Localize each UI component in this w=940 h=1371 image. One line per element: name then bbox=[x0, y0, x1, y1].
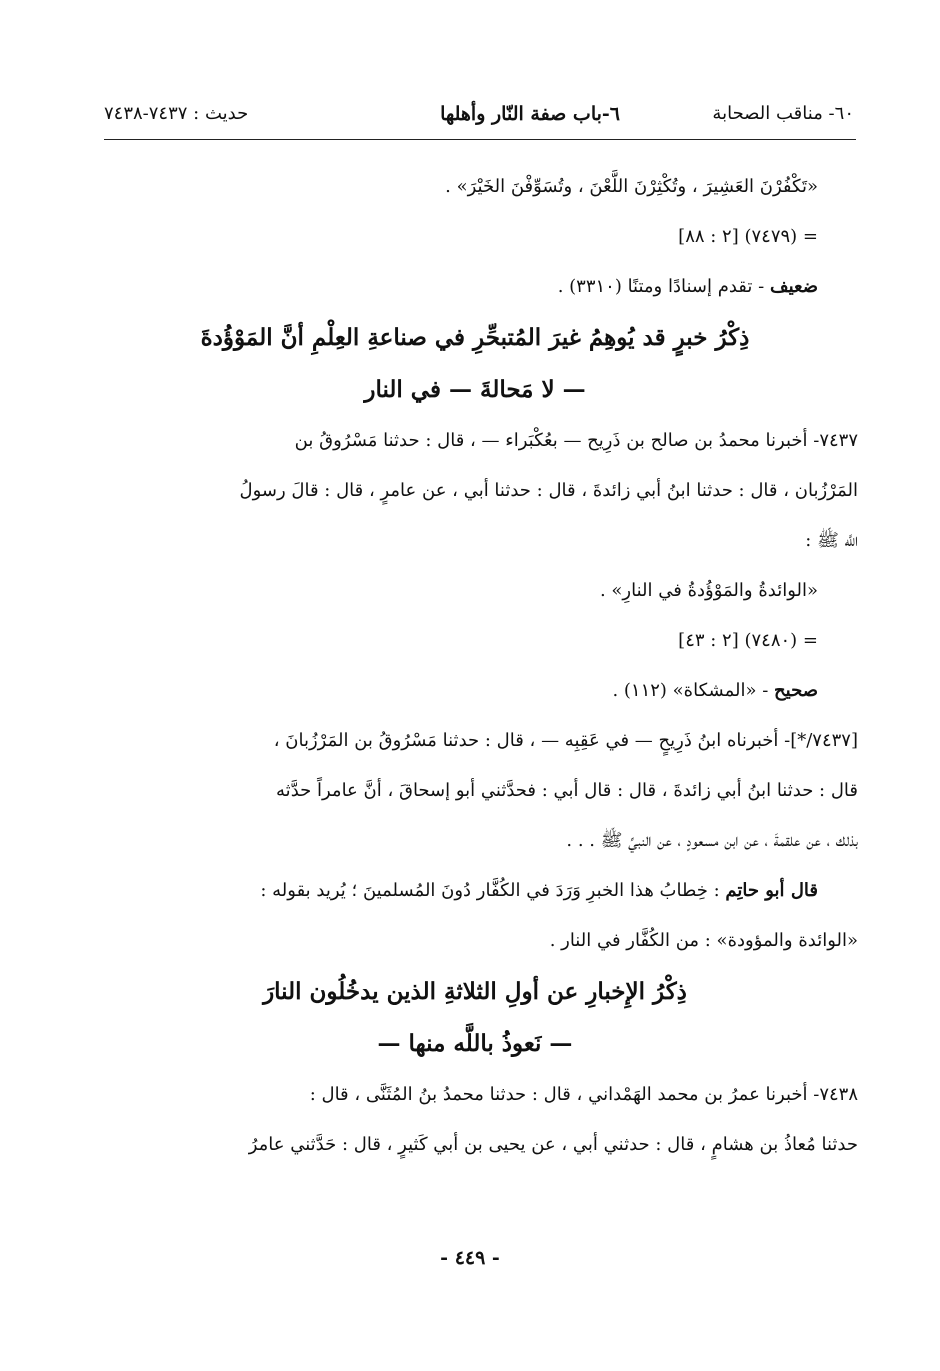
hadith-7437-line: اللَّه ﷺ : bbox=[805, 530, 858, 551]
section-heading: ذِكْرُ الإِخبارِ عن أولِ الثلاثةِ الذين يدخُلُون النارَ bbox=[263, 978, 687, 1005]
cross-reference: = (٧٤٧٩) [٢ : ٨٨] bbox=[678, 226, 818, 247]
grading-label: صحيح bbox=[774, 680, 818, 701]
commentator-name: قال أبو حاتِم bbox=[725, 880, 818, 901]
header-rule bbox=[104, 139, 856, 140]
commentary-line bbox=[92, 866, 858, 916]
running-header-chapter: ٦-باب صفة النّار وأهلها bbox=[440, 103, 620, 125]
grading-label: ضعيف bbox=[769, 276, 818, 297]
hadith-7438-line: ٧٤٣٨- أخبرنا عمرُ بن محمد الهَمْداني ، قال : حدثنا محمدُ بنُ المُثَنَّى ، قال : bbox=[309, 1084, 858, 1105]
grading-note: - «المشكاة» (١١٢) . bbox=[612, 680, 775, 701]
hadith-7437-variant-line: بذلك ، عن علقمةَ ، عن ابن مسعودٍ ، عن النبيِّ ﷺ . . . bbox=[566, 830, 858, 851]
commentary-line: «الوائدة والمؤودة» : من الكُفَّار في النار . bbox=[549, 930, 858, 951]
section-heading-cont: — نَعوذُ باللَّه منها — bbox=[377, 1030, 573, 1057]
page-number: - ٤٤٩ - bbox=[440, 1247, 500, 1269]
grading-line bbox=[92, 262, 858, 312]
running-header-hadith-range: حديث : ٧٤٣٧-٧٤٣٨ bbox=[104, 103, 249, 124]
quote-line: «تَكْفُرْنَ العَشِيرَ ، وتُكْثِرْنَ اللَّعْنَ ، وتُسَوِّفْنَ الخَيْرَ» . bbox=[445, 176, 818, 197]
commentary-text: : خِطابُ هذا الخبرِ وَرَدَ في الكُفَّار دُونَ المُسلمينَ ؛ يُريد بقوله : bbox=[260, 880, 726, 901]
grading-line bbox=[92, 666, 858, 716]
hadith-7438-line: حدثنا مُعاذُ بن هشامٍ ، قال : حدثني أبي ، عن يحيى بن أبي كَثيرٍ ، قال : حَدَّثني عامرُ bbox=[248, 1134, 858, 1155]
cross-reference: = (٧٤٨٠) [٢ : ٤٣] bbox=[678, 630, 818, 651]
hadith-7437-variant-line: قال : حدثنا ابنُ أبي زائدةَ ، قال : قال أبي : فحدَّثني أبو إسحاقَ ، أنَّ عامراً حدَّثه bbox=[276, 780, 858, 801]
hadith-text: «الوائدةُ والمَوْؤُدةُ في النارِ» . bbox=[599, 580, 818, 601]
running-header-book: ٦٠- مناقب الصحابة bbox=[712, 103, 854, 124]
grading-note: - تقدم إسنادًا ومتنًا (٣٣١٠) . bbox=[557, 276, 770, 297]
section-heading: ذِكْرُ خبرٍ قد يُوهِمُ غيرَ المُتبحِّرِ في صناعةِ العِلْمِ أنَّ المَوْؤُدةَ bbox=[200, 324, 750, 351]
page-body bbox=[92, 162, 858, 1170]
section-heading-cont: — لا مَحالةَ — في النار bbox=[364, 376, 586, 403]
hadith-7437-variant-line: [٧٤٣٧/*]- أخبرناه ابنُ ذَرِيحٍ — في عَقِبِه — ، قال : حدثنا مَسْرُوقُ بن المَرْزُبانَ ، bbox=[273, 730, 858, 751]
hadith-7437-line: ٧٤٣٧- أخبرنا محمدُ بن صالح بن ذَرِيح — بعُكْبَراء — ، قال : حدثنا مَسْرُوقُ بن bbox=[294, 430, 858, 451]
hadith-7437-line: المَرْزُبان ، قال : حدثنا ابنُ أبي زائدةَ ، قال : حدثنا أبي ، عن عامرٍ ، قال : قالَ رسولُ bbox=[239, 480, 858, 501]
